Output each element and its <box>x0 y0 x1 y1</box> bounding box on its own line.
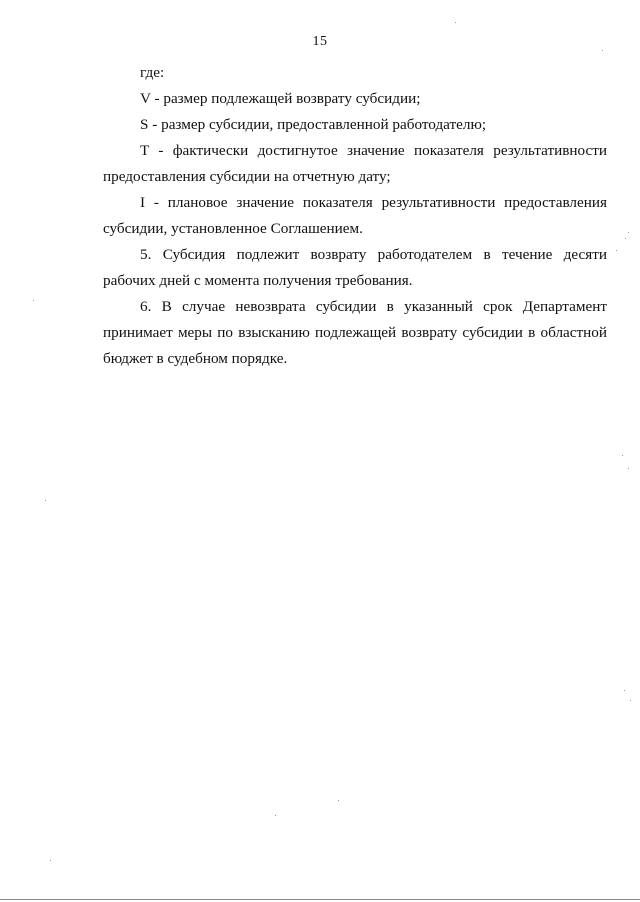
paragraph-v-definition: V - размер подлежащей возврату субсидии; <box>140 90 421 107</box>
scan-speck <box>338 800 339 801</box>
scan-speck <box>628 468 629 469</box>
scan-speck <box>624 690 625 691</box>
paragraph-t-definition: T - фактически достигнутое значение показателя результативности предоставления субсидии на отчетную дату; <box>103 142 607 185</box>
scan-speck <box>625 238 626 239</box>
scan-speck <box>275 815 276 816</box>
scan-speck <box>622 455 623 456</box>
scan-speck <box>45 500 46 501</box>
document-body <box>103 60 607 372</box>
scan-speck <box>50 860 51 861</box>
scan-speck <box>628 232 629 233</box>
scan-speck <box>602 50 603 51</box>
page-number: 15 <box>312 34 328 49</box>
paragraph-clause-6: 6. В случае невозврата субсидии в указанный срок Департамент принимает меры по взысканию подлежащей возврату субсидии в областной бюджет в судебном порядке. <box>103 298 607 367</box>
scan-speck <box>616 250 617 251</box>
paragraph-clause-5: 5. Субсидия подлежит возврату работодателем в течение десяти рабочих дней с момента получения требования. <box>103 246 607 289</box>
scan-bottom-edge <box>0 899 640 900</box>
paragraph-s-definition: S - размер субсидии, предоставленной работодателю; <box>140 116 487 133</box>
paragraph-where: где: <box>140 64 165 81</box>
scan-speck <box>33 300 34 301</box>
paragraph-i-definition: I - плановое значение показателя результативности предоставления субсидии, установленное Соглашением. <box>103 194 607 237</box>
scan-speck <box>455 22 456 23</box>
scan-speck <box>630 700 631 701</box>
